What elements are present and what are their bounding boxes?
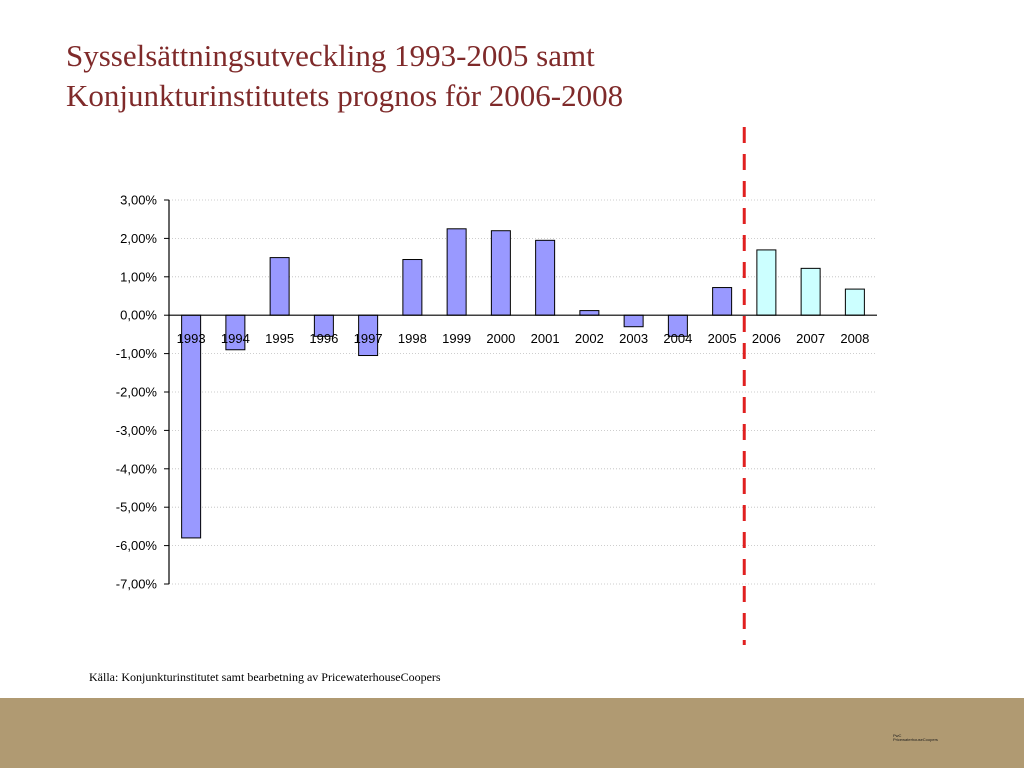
x-tick-label: 2003 xyxy=(619,331,649,347)
x-tick-label: 1993 xyxy=(176,331,206,347)
slide-title-line-1: Sysselsättningsutveckling 1993-2005 samt xyxy=(66,38,595,73)
bar-2008 xyxy=(845,289,864,315)
y-tick-label: -2,00% xyxy=(115,384,157,400)
slide-title-line-2: Konjunkturinstitutets prognos för 2006-2008 xyxy=(66,78,624,113)
footer-band xyxy=(0,698,1024,768)
footer-logo-line-2: PricewaterhouseCoopers xyxy=(893,737,938,742)
bar-2006 xyxy=(757,250,776,315)
bar-1998 xyxy=(403,260,422,316)
bar-2007 xyxy=(801,268,820,315)
x-tick-label: 2005 xyxy=(707,331,737,347)
x-tick-label: 2001 xyxy=(530,331,560,347)
footer-logo-line-1: PwC xyxy=(893,733,902,738)
x-tick-label: 1994 xyxy=(220,331,250,347)
y-tick-label: 1,00% xyxy=(120,269,157,285)
x-tick-label: 1999 xyxy=(442,331,472,347)
x-tick-label: 1997 xyxy=(353,331,383,347)
bar-1995 xyxy=(270,258,289,316)
x-tick-label: 1996 xyxy=(309,331,339,347)
x-tick-label: 1998 xyxy=(397,331,427,347)
y-tick-label: -4,00% xyxy=(115,461,157,477)
bar-1993 xyxy=(182,315,201,538)
bar-2000 xyxy=(491,231,510,315)
x-tick-label: 1995 xyxy=(265,331,295,347)
x-tick-label: 2000 xyxy=(486,331,516,347)
y-tick-label: 2,00% xyxy=(120,230,157,246)
x-tick-label: 2007 xyxy=(796,331,826,347)
x-tick-label: 2008 xyxy=(840,331,870,347)
bar-2002 xyxy=(580,311,599,316)
y-tick-label: -5,00% xyxy=(115,499,157,515)
y-tick-label: -6,00% xyxy=(115,538,157,554)
bar-1999 xyxy=(447,229,466,315)
source-note: Källa: Konjunkturinstitutet samt bearbetning av PricewaterhouseCoopers xyxy=(89,670,441,684)
x-tick-label: 2006 xyxy=(751,331,781,347)
y-tick-label: 3,00% xyxy=(120,192,157,208)
y-tick-label: -1,00% xyxy=(115,346,157,362)
x-tick-label: 2004 xyxy=(663,331,693,347)
y-tick-label: -7,00% xyxy=(115,576,157,592)
bar-2005 xyxy=(713,288,732,316)
y-tick-label: 0,00% xyxy=(120,307,157,323)
footer-logo xyxy=(893,734,938,742)
bar-2003 xyxy=(624,315,643,327)
x-tick-label: 2002 xyxy=(574,331,604,347)
bar-2001 xyxy=(536,240,555,315)
y-tick-label: -3,00% xyxy=(115,422,157,438)
